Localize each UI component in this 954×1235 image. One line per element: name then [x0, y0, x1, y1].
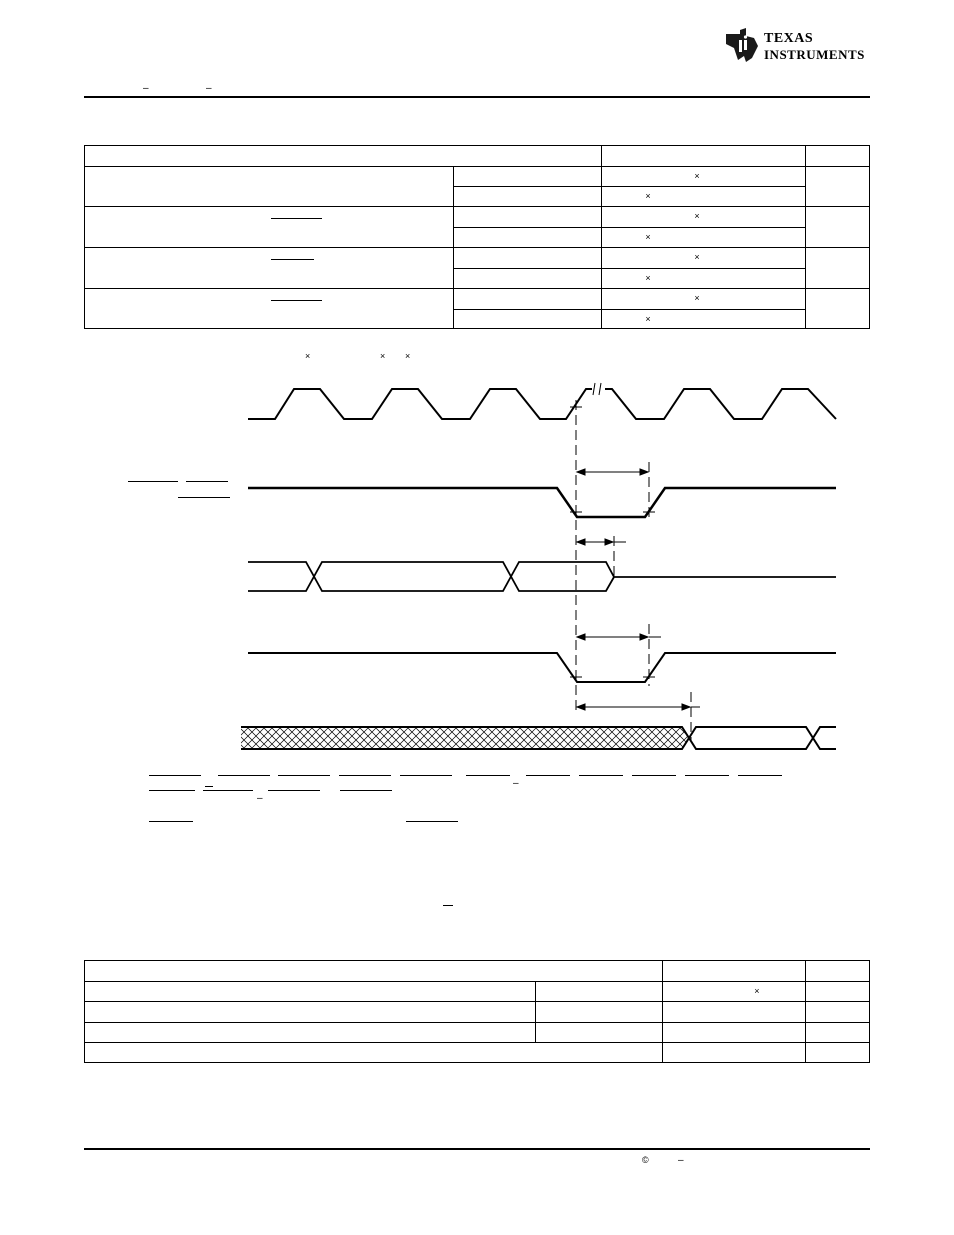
footer-mark: – [678, 1155, 684, 1166]
table2-param [85, 1002, 536, 1023]
table2-cond [536, 1023, 663, 1043]
table1-value: × [602, 167, 806, 187]
table2-value [663, 1043, 806, 1063]
table2-header-value [663, 961, 806, 982]
table2-unit [806, 1002, 870, 1023]
table2-header-unit [806, 961, 870, 982]
table2-unit [806, 1023, 870, 1043]
table2-cond [536, 1002, 663, 1023]
company-name-line1: TEXAS [764, 31, 814, 46]
table2-unit [806, 982, 870, 1002]
table1-value: × [602, 269, 806, 289]
table1-value: × [602, 187, 806, 207]
company-name-line2: INSTRUMENTS [764, 47, 865, 62]
table2-param [85, 1023, 536, 1043]
header-mark: – [206, 83, 212, 94]
note-mark: – [257, 793, 263, 804]
table1-value: × [602, 228, 806, 248]
table2-value: × [663, 982, 806, 1002]
note-mark: – [513, 778, 519, 789]
caption-mark: × [380, 351, 386, 361]
timing-table-2 [84, 960, 870, 1063]
table1-value: × [602, 207, 806, 228]
footer-rule [84, 1148, 870, 1150]
table2-value [663, 1023, 806, 1043]
table2-param [85, 1043, 663, 1063]
table2-header-parameter [85, 961, 663, 982]
header-mark: – [143, 83, 149, 94]
clock-break-icon [593, 383, 601, 395]
table1-value: × [602, 248, 806, 269]
table2-unit [806, 1043, 870, 1063]
table2-param [85, 982, 536, 1002]
signal-1-waveform [248, 488, 836, 517]
clock-waveform-cont [605, 389, 836, 419]
table1-value: × [602, 289, 806, 310]
timing-arrows [577, 469, 700, 710]
signal-3-waveform [248, 653, 836, 682]
caption-mark: × [305, 351, 311, 361]
signal-4-hatch [241, 727, 690, 749]
table2-value [663, 1002, 806, 1023]
table1-value: × [602, 310, 806, 329]
copyright-symbol: © [642, 1155, 649, 1165]
clock-waveform [248, 389, 592, 419]
reference-lines [576, 400, 691, 740]
signal-2-bus [248, 562, 836, 591]
table2-cond [536, 982, 663, 1002]
caption-mark: × [405, 351, 411, 361]
